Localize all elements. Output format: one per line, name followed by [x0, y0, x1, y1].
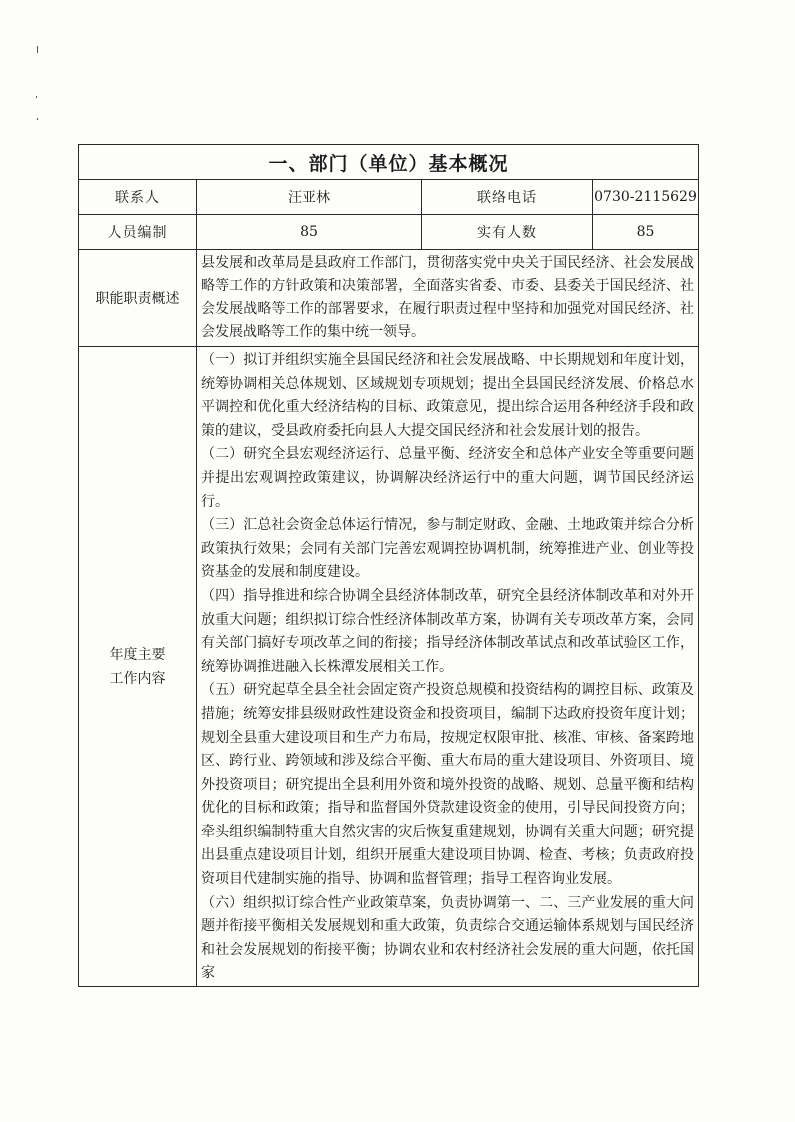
work-item: （三）汇总社会资金总体运行情况，参与制定财政、金融、土地政策并综合分析政策执行效果；会同有关部门完善宏观调控协调机制，统筹推进产业、创业等投资基金的发展和制度建设。: [201, 517, 695, 581]
actual-value: 85: [593, 215, 699, 250]
work-label-line1: 年度主要: [109, 646, 166, 663]
work-item: （五）研究起草全县全社会固定资产投资总规模和投资结构的调控目标、政策及措施；统筹安排县级财政性建设资金和投资项目，编制下达政府投资年度计划；规划全县重大建设项目和生产力布局，按规定权限审批、核准、审核、备案跨地区、跨行业、跨领域和涉及综合平衡、重大布局的重大建设项目、外资项目、境外投资项目；研究提出全县利用外资和境外投资的战略、规划、总量平衡和结构优化的目标和政策；指导和监督国外贷款建设资金的使用，引导民间投资方向；牵头组织编制特重大自然灾害的灾后恢复重建规划，协调有关重大问题；研究提出县重点建设项目计划，组织开展重大建设项目协调、检查、考核；负责政府投资项目代建制实施的指导、协调和监督管理；指导工程咨询业发展。: [201, 682, 695, 888]
scan-mark: [36, 96, 37, 98]
staff-value: 85: [197, 215, 422, 250]
phone-value: 0730-2115629: [593, 180, 699, 215]
staff-label: 人员编制: [79, 215, 197, 250]
duty-text: 县发展和改革局是县政府工作部门，贯彻落实党中央关于国民经济、社会发展战略等工作的方针政策和决策部署，全面落实省委、市委、县委关于国民经济、社会发展战略等工作的部署要求，在履行职责过程中坚持和加强党对国民经济、社会发展战略等工作的集中统一领导。: [197, 250, 699, 347]
work-content: [197, 347, 699, 987]
work-item: （一）拟订并组织实施全县国民经济和社会发展战略、中长期规划和年度计划，统筹协调相关总体规划、区域规划专项规划；提出全县国民经济发展、价格总水平调控和优化重大经济结构的目标、政策意见，提出综合运用各种经济手段和政策的建议，受县政府委托向县人大提交国民经济和社会发展计划的报告。: [201, 352, 695, 439]
work-item: （六）组织拟订综合性产业政策草案，负责协调第一、二、三产业发展的重大问题并衔接平衡相关发展规划和重大政策，负责综合交通运输体系规划与国民经济和社会发展规划的衔接平衡；协调农业和农村经济社会发展的重大问题，依托国家: [201, 894, 695, 982]
work-label: [79, 347, 197, 987]
info-table: [78, 144, 699, 987]
table-title: 一、部门（单位）基本概况: [79, 145, 699, 180]
work-label-line2: 工作内容: [109, 670, 166, 687]
duty-label: 职能职责概述: [79, 250, 197, 347]
contact-label: 联系人: [79, 180, 197, 215]
work-item: （二）研究全县宏观经济运行、总量平衡、经济安全和总体产业安全等重要问题并提出宏观调控政策建议，协调解决经济运行中的重大问题，调节国民经济运行。: [201, 446, 695, 510]
actual-label: 实有人数: [422, 215, 593, 250]
scan-mark: [37, 118, 38, 120]
phone-label: 联络电话: [422, 180, 593, 215]
contact-value: 汪亚林: [197, 180, 422, 215]
scan-mark: [37, 46, 38, 53]
work-item: （四）指导推进和综合协调全县经济体制改革，研究全县经济体制改革和对外开放重大问题；组织拟订综合性经济体制改革方案，协调有关专项改革方案，会同有关部门搞好专项改革之间的衔接；指导经济体制改革试点和改革试验区工作，统筹协调推进融入长株潭发展相关工作。: [201, 587, 695, 675]
